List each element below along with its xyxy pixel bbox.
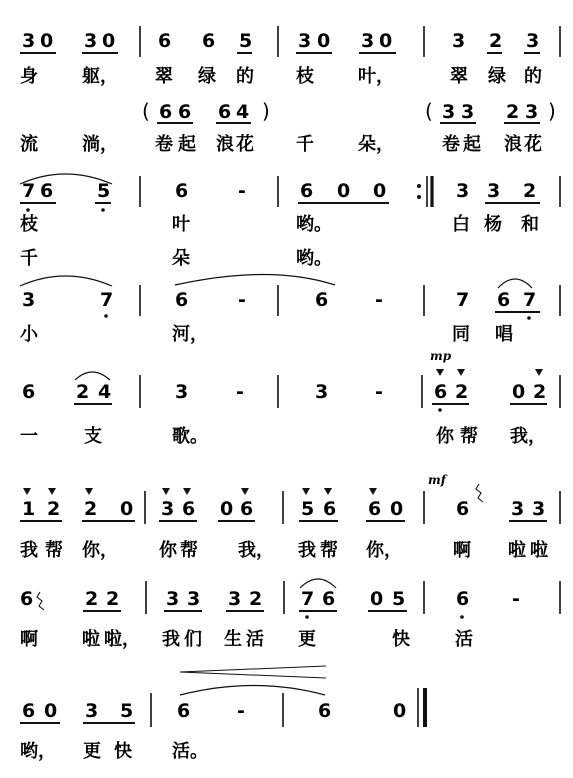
note: 3	[187, 588, 201, 610]
slur	[300, 579, 336, 588]
note: 2	[84, 498, 98, 520]
notes-row-3	[22, 180, 536, 202]
accent-marks	[23, 488, 377, 495]
lyric: 小	[20, 324, 38, 345]
lyric: 一	[20, 426, 38, 447]
lyric: 哟。	[296, 248, 332, 269]
note: 5	[97, 180, 111, 202]
notes-row-7	[20, 588, 520, 610]
lyric: 你	[436, 426, 454, 447]
lyric: 流	[20, 134, 38, 155]
note: 3	[166, 588, 180, 610]
note: -	[238, 289, 246, 311]
lyric: 起	[463, 134, 481, 155]
octave-dots	[438, 408, 442, 412]
note: 6	[158, 30, 172, 52]
lyrics-row-6	[20, 539, 549, 561]
lyric: 帮	[460, 426, 478, 447]
slur	[498, 279, 532, 288]
lyric: 叶	[172, 214, 190, 235]
system-3	[20, 174, 560, 269]
note: 6	[318, 700, 332, 722]
system-6	[20, 473, 560, 561]
barlines	[146, 581, 560, 614]
system-8	[20, 666, 425, 762]
note: -	[238, 180, 246, 202]
note: 0	[40, 30, 54, 52]
lyric: 绿	[488, 66, 506, 87]
lyric: 哟。	[296, 214, 332, 235]
note: 6	[177, 700, 191, 722]
note: 0	[120, 498, 134, 520]
lyric: 杨	[484, 214, 502, 235]
lyric: 我，	[510, 426, 546, 447]
lyric: 快	[114, 741, 132, 762]
lyric: 更	[298, 629, 316, 650]
lyric: 和	[521, 214, 539, 235]
decrescendo-hairpin	[180, 666, 326, 678]
note: 0	[370, 588, 384, 610]
lyric: 唱	[495, 324, 513, 345]
lyric: 你，	[82, 540, 118, 561]
lyric: 卷	[442, 134, 460, 155]
note: 0	[393, 700, 407, 722]
lyric: 支	[84, 426, 102, 447]
system-1	[20, 26, 560, 87]
note: 3	[452, 30, 466, 52]
note: 6	[323, 498, 337, 520]
lyric: 白	[452, 214, 470, 235]
lyric: 哟，	[20, 741, 56, 762]
note: 2	[76, 381, 90, 403]
note: 3	[525, 101, 539, 123]
lyric: 朵，	[358, 134, 394, 155]
note: 3	[526, 30, 540, 52]
note: 3	[85, 700, 99, 722]
lyric: 帮	[45, 540, 63, 561]
lyric: 我	[298, 540, 316, 561]
note: 3	[175, 381, 189, 403]
lyric: 的	[524, 66, 542, 87]
note: -	[236, 381, 244, 403]
note: 6	[315, 289, 329, 311]
notes-row-4	[22, 289, 536, 311]
note: 0	[390, 498, 404, 520]
lyric: 卷	[155, 134, 173, 155]
lyric: 啊	[453, 540, 471, 561]
note: 2	[506, 101, 520, 123]
note: 3	[298, 30, 312, 52]
paren-open: (	[425, 99, 433, 123]
lyric: 叶，	[358, 66, 394, 87]
note: 4	[236, 101, 250, 123]
lyric: 啊	[20, 629, 38, 650]
lyrics-row-3	[20, 213, 539, 235]
note: 5	[392, 588, 406, 610]
lyric: 活	[455, 629, 473, 650]
lyric: 淌，	[82, 134, 118, 155]
note: 3	[456, 180, 470, 202]
system-4	[20, 275, 560, 346]
lyrics-row-1	[20, 65, 542, 87]
note: 7	[100, 289, 114, 311]
note: 6	[456, 498, 470, 520]
note: 3	[532, 498, 546, 520]
lyric: 起	[178, 134, 196, 155]
repeat-dots	[417, 184, 421, 199]
octave-dots	[104, 314, 531, 320]
note: 7	[301, 588, 315, 610]
lyrics-row-5	[20, 425, 546, 447]
lyrics-row-3b	[20, 247, 332, 269]
note: 6	[300, 180, 314, 202]
lyric: 千	[296, 134, 314, 155]
note: 3	[228, 588, 242, 610]
lyric: 同	[452, 324, 470, 345]
lyric: 躯，	[82, 66, 118, 87]
lyric: 啦	[530, 540, 548, 561]
system-7	[20, 579, 560, 650]
lyric: 活	[246, 629, 264, 650]
note: 4	[98, 381, 112, 403]
lyrics-row-2	[20, 133, 542, 155]
accent-marks	[436, 369, 543, 376]
lyric: 帮	[320, 540, 338, 561]
note: 3	[161, 498, 175, 520]
lyric: 朵	[172, 248, 190, 269]
note: 0	[220, 498, 234, 520]
notes-row-8	[22, 700, 406, 722]
system-5	[20, 349, 560, 447]
note: -	[375, 289, 383, 311]
note: 6	[456, 588, 470, 610]
note: 3	[461, 101, 475, 123]
lyric: 快	[392, 629, 410, 650]
barlines	[145, 491, 560, 524]
lyric: 身	[20, 66, 38, 87]
note: 2	[47, 498, 61, 520]
note: 3	[511, 498, 525, 520]
note: 2	[106, 588, 120, 610]
note: 0	[337, 180, 351, 202]
note: 3	[84, 30, 98, 52]
note: 6	[20, 588, 34, 610]
barlines	[140, 375, 560, 408]
note: 6	[497, 289, 511, 311]
lyric: 啦，	[104, 629, 140, 650]
notes-row-1	[22, 30, 539, 52]
glissando-mark	[476, 484, 483, 502]
lyric: 浪	[504, 134, 522, 155]
lyric: 我，	[238, 540, 274, 561]
lyric: 河，	[172, 324, 208, 345]
alt-notes-row	[142, 99, 556, 123]
note: 6	[40, 180, 54, 202]
lyric: 歌。	[172, 426, 208, 447]
note: 0	[379, 30, 393, 52]
lyric: 花	[524, 134, 542, 155]
note: -	[512, 588, 520, 610]
note: 5	[301, 498, 315, 520]
notes-row-5	[22, 381, 546, 403]
lyric: 花	[236, 134, 254, 155]
note: 6	[159, 101, 173, 123]
note: 6	[182, 498, 196, 520]
note: -	[237, 700, 245, 722]
note: 6	[202, 30, 216, 52]
lyric: 我	[162, 629, 180, 650]
note: 2	[533, 381, 547, 403]
lyric: 枝	[20, 214, 38, 235]
note: 6	[175, 289, 189, 311]
dynamic-mark: mp	[430, 349, 452, 363]
note: 2	[455, 381, 469, 403]
note: 6	[322, 588, 336, 610]
lyric: 的	[236, 66, 254, 87]
paren-open: (	[142, 99, 150, 123]
lyric: 我	[20, 540, 38, 561]
note: 5	[120, 700, 134, 722]
lyric: 翠	[155, 66, 173, 87]
note: 1	[22, 498, 36, 520]
note: 0	[373, 180, 387, 202]
lyrics-row-4	[20, 323, 513, 345]
note: 3	[487, 180, 501, 202]
paren-close: )	[548, 99, 556, 123]
lyric: 啦	[508, 540, 526, 561]
lyric: 更	[83, 741, 101, 762]
note: 7	[22, 180, 36, 202]
note: 2	[489, 30, 503, 52]
slur	[75, 372, 110, 380]
system-2	[20, 99, 556, 155]
note: 6	[175, 180, 189, 202]
slur	[20, 276, 112, 286]
lyrics-row-7	[20, 628, 473, 650]
lyric: 帮	[180, 540, 198, 561]
note: 0	[44, 700, 58, 722]
note: 6	[368, 498, 382, 520]
tie	[175, 275, 335, 286]
paren-close: )	[262, 99, 270, 123]
note: 3	[442, 101, 456, 123]
note: 0	[512, 381, 526, 403]
dynamic-mark: mf	[428, 473, 446, 487]
lyric: 翠	[450, 66, 468, 87]
note: 6	[22, 700, 36, 722]
note: 5	[239, 30, 253, 52]
note: 3	[22, 30, 36, 52]
tie	[180, 686, 325, 696]
glissando-mark	[37, 592, 44, 610]
lyric: 浪	[216, 134, 234, 155]
note: 0	[317, 30, 331, 52]
note: 2	[85, 588, 99, 610]
note: -	[375, 381, 383, 403]
note: 6	[22, 381, 36, 403]
lyric: 活。	[172, 741, 208, 762]
note: 3	[22, 289, 36, 311]
lyric: 啦	[82, 629, 100, 650]
lyric: 你	[159, 540, 177, 561]
lyric: 生	[224, 629, 242, 650]
lyric: 千	[20, 248, 38, 269]
note: 6	[218, 101, 232, 123]
note: 7	[523, 289, 537, 311]
octave-dots	[305, 615, 464, 619]
note: 2	[249, 588, 263, 610]
lyric: 们	[184, 629, 202, 650]
barlines	[151, 688, 425, 727]
note: 3	[361, 30, 375, 52]
note: 6	[434, 381, 448, 403]
note: 0	[102, 30, 116, 52]
lyrics-row-8	[20, 740, 208, 762]
lyric: 绿	[198, 66, 216, 87]
octave-dots	[26, 208, 105, 212]
note: 3	[315, 381, 329, 403]
lyric: 枝	[296, 66, 314, 87]
note: 7	[456, 289, 470, 311]
note: 6	[178, 101, 192, 123]
note: 6	[240, 498, 254, 520]
lyric: 你，	[366, 540, 402, 561]
note: 2	[523, 180, 537, 202]
